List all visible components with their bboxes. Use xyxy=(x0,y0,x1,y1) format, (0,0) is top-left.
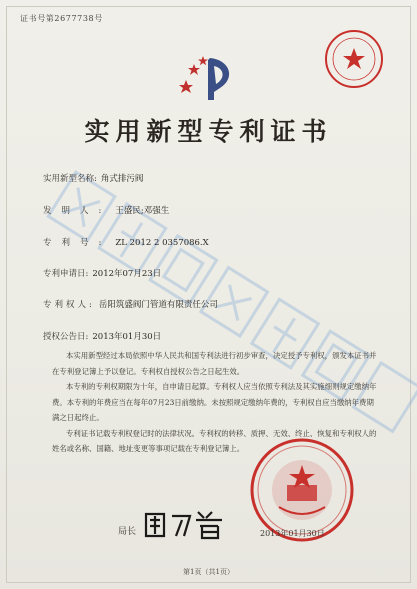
seal-date: 2013年01月30日 xyxy=(260,529,325,538)
field-label: 专利权人: xyxy=(43,300,95,310)
field-value: 岳阳筑盛阀门管道有限责任公司 xyxy=(98,300,218,310)
field-value: 角式排污阀 xyxy=(100,174,144,184)
field-utility-name xyxy=(43,172,143,184)
field-value: 王盛民;邓强生 xyxy=(115,206,170,216)
body-paragraph: 本实用新型经过本局依照中华人民共和国专利法进行初步审查，决定授予专利权，颁发本证书并在专利登记簿上予以登记。专利权自授权公告之日起生效。 xyxy=(52,351,377,376)
field-patent-number xyxy=(43,236,209,248)
field-value: ZL 2012 2 0357086.X xyxy=(115,238,209,248)
field-grant-date xyxy=(43,330,161,342)
field-label: 专利申请日: xyxy=(43,269,89,279)
body-paragraph: 本专利的专利权期限为十年，自申请日起算。专利权人应当依照专利法及其实施细则规定缴纳年费。本专利的年费应当在每年07月23日前缴纳。未按照规定缴纳年费的，专利权自应当缴纳年费期满之日起终止。 xyxy=(52,382,377,422)
patent-office-logo xyxy=(176,52,240,102)
body-paragraph: 专利证书记载专利权登记时的法律状况。专利权的转移、质押、无效、终止、恢复和专利权人的姓名或名称、国籍、地址变更等事项记载在专利登记簿上。 xyxy=(52,428,377,453)
field-label: 专利号: xyxy=(43,238,112,248)
field-inventor xyxy=(43,204,169,216)
field-value: 2012年07月23日 xyxy=(92,269,162,279)
page-title: 实用新型专利证书 xyxy=(84,117,333,146)
small-seal-icon xyxy=(323,28,385,90)
field-label: 发明人: xyxy=(43,206,112,216)
director-signature xyxy=(140,506,236,542)
page-footer: 第1页（共1页） xyxy=(183,568,234,576)
field-label: 实用新型名称: xyxy=(43,174,97,184)
certificate-number: 证书号第2677738号 xyxy=(20,14,103,23)
field-label: 授权公告日: xyxy=(43,332,89,342)
field-application-date xyxy=(43,267,161,279)
field-value: 2013年01月30日 xyxy=(92,332,162,342)
field-patentee xyxy=(43,298,218,310)
director-label: 局长 xyxy=(118,527,137,537)
